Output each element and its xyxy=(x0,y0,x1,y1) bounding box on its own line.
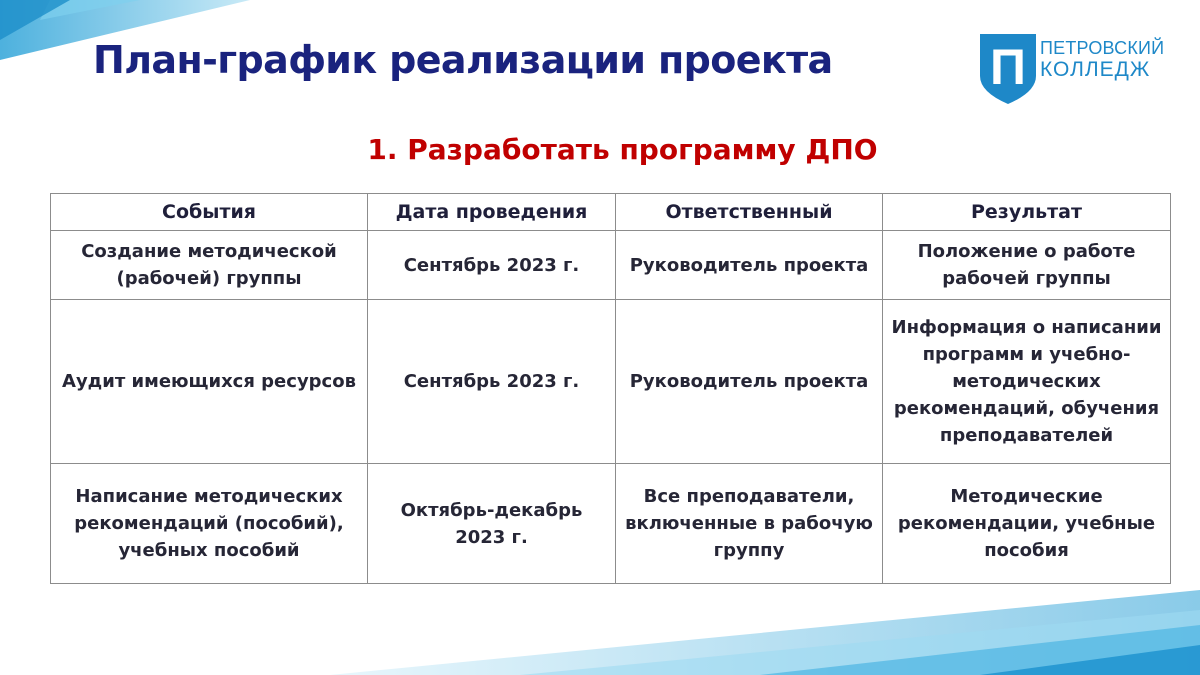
cell-event: Написание методических рекомендаций (пособий), учебных пособий xyxy=(51,464,368,584)
table-row xyxy=(51,231,1171,300)
logo-line2: КОЛЛЕДЖ xyxy=(1040,58,1151,81)
cell-event: Аудит имеющихся ресурсов xyxy=(51,300,368,464)
table-row xyxy=(51,300,1171,464)
header-events: События xyxy=(51,194,368,231)
cell-date: Сентябрь 2023 г. xyxy=(368,231,616,300)
cell-responsible: Руководитель проекта xyxy=(616,300,883,464)
cell-date: Сентябрь 2023 г. xyxy=(368,300,616,464)
table-header-row xyxy=(51,194,1171,231)
cell-result: Методические рекомендации, учебные пособия xyxy=(883,464,1171,584)
slide-title: План-график реализации проекта xyxy=(93,38,833,82)
logo-letter: П xyxy=(990,39,1026,95)
cell-result: Информация о написании программ и учебно-методических рекомендаций, обучения преподавателей xyxy=(883,300,1171,464)
section-subtitle: 1. Разработать программу ДПО xyxy=(367,133,878,166)
cell-date: Октябрь-декабрь 2023 г. xyxy=(368,464,616,584)
header-result: Результат xyxy=(883,194,1171,231)
college-shield-icon xyxy=(978,32,1040,106)
cell-result: Положение о работе рабочей группы xyxy=(883,231,1171,300)
header-responsible: Ответственный xyxy=(616,194,883,231)
cell-event: Создание методической (рабочей) группы xyxy=(51,231,368,300)
logo-line1: ПЕТРОВСКИЙ xyxy=(1040,38,1165,58)
schedule-table xyxy=(50,193,1171,584)
header-date: Дата проведения xyxy=(368,194,616,231)
table-row xyxy=(51,464,1171,584)
cell-responsible: Все преподаватели, включенные в рабочую группу xyxy=(616,464,883,584)
bottom-right-decor xyxy=(330,590,1200,675)
cell-responsible: Руководитель проекта xyxy=(616,231,883,300)
